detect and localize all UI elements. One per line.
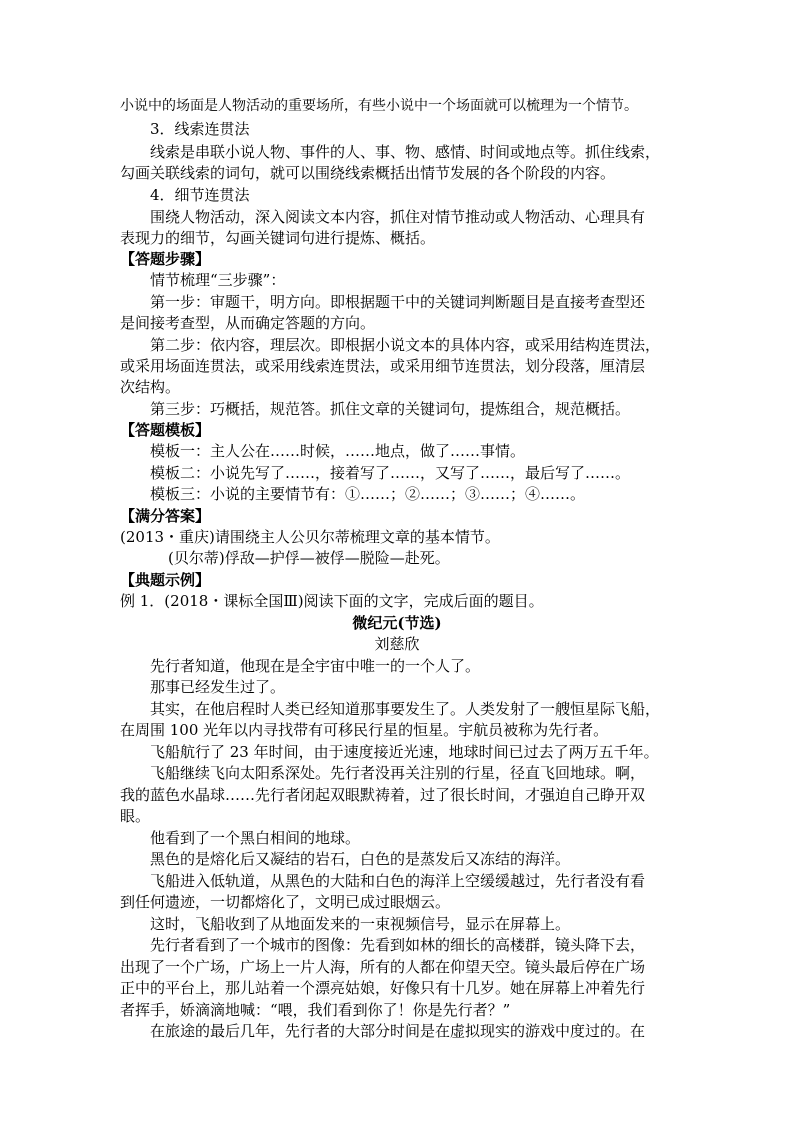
section-heading: 【典题示例】 (120, 571, 211, 589)
story-line: 正中的平台上，那儿站着一个漂亮姑娘，好像只有十几岁。她在屏幕上冲着先行 (120, 979, 646, 997)
story-line: 先行者看到了一个城市的图像：先看到如林的细长的高楼群，镜头降下去， (150, 936, 646, 954)
paragraph-line: 线索是串联小说人物、事件的人、事、物、感情、时间或地点等。抓住线索， (150, 143, 661, 161)
example-intro: 例 1．(2018・课标全国Ⅲ)阅读下面的文字，完成后面的题目。 (120, 592, 544, 610)
story-line: 先行者知道，他现在是全宇宙中唯一的一个人了。 (150, 657, 481, 675)
paragraph-line: 表现力的细节，勾画关键词句进行提炼、概括。 (120, 229, 436, 247)
section-heading: 【答题模板】 (120, 421, 211, 439)
story-line: 黑色的是熔化后又凝结的岩石，白色的是蒸发后又冻结的海洋。 (150, 850, 571, 868)
story-line: 在旅途的最后几年，先行者的大部分时间是在虚拟现实的游戏中度过的。在 (150, 1022, 646, 1040)
paragraph-line: (2013・重庆)请围绕主人公贝尔蒂梳理文章的基本情节。 (120, 528, 500, 546)
paragraph-line: 第二步：依内容，理层次。即根据小说文本的具体内容，或采用结构连贯法， (150, 336, 661, 354)
paragraph-line: 小说中的场面是人物活动的重要场所，有些小说中一个场面就可以梳理为一个情节。 (120, 98, 638, 114)
paragraph-line: 或采用场面连贯法，或采用线索连贯法，或采用细节连贯法，划分段落，厘清层 (120, 357, 646, 375)
section-heading: 3．线索连贯法 (150, 120, 250, 138)
answer-line: (贝尔蒂)俘敌—护俘—被俘—脱险—赴死。 (168, 549, 450, 567)
story-line: 那事已经发生过了。 (150, 678, 286, 696)
story-line: 这时，飞船收到了从地面发来的一束视频信号，显示在屏幕上。 (150, 915, 571, 933)
story-line: 到任何遗迹，一切都熔化了，文明已成过眼烟云。 (120, 893, 451, 911)
story-line: 他看到了一个黑白相间的地球。 (150, 829, 361, 847)
paragraph-line: 勾画关联线索的词句，就可以围绕线索概括出情节发展的各个阶段的内容。 (120, 164, 616, 182)
story-line: 飞船继续飞向太阳系深处。先行者没再关注别的行星，径直飞回地球。啊， (150, 764, 646, 782)
section-heading: 【答题步骤】 (120, 250, 211, 268)
story-line: 飞船航行了 23 年时间，由于速度接近光速，地球时间已过去了两万五千年。 (150, 743, 659, 761)
story-line: 其实，在他启程时人类已经知道那事要发生了。人类发射了一艘恒星际飞船， (150, 700, 661, 718)
paragraph-line: 次结构。 (120, 378, 181, 396)
section-heading: 4．细节连贯法 (150, 186, 250, 204)
story-line: 我的蓝色水晶球……先行者闭起双眼默祷着，过了很长时间，才强迫自己睁开双 (120, 786, 646, 804)
paragraph-line: 第一步：审题干，明方向。即根据题干中的关键词判断题目是直接考查型还 (150, 293, 646, 311)
paragraph-line: 是间接考查型，从而确定答题的方向。 (120, 314, 376, 332)
paragraph-line: 第三步：巧概括，规范答。抓住文章的关键词句，提炼组合，规范概括。 (150, 400, 631, 418)
story-title: 微纪元(节选) (352, 614, 442, 632)
story-line: 出现了一个广场，广场上一片人海，所有的人都在仰望天空。镜头最后停在广场 (120, 958, 646, 976)
template-line: 模板二：小说先写了……，接着写了……，又写了……，最后写了……。 (150, 464, 631, 482)
story-line: 飞船进入低轨道，从黑色的大陆和白色的海洋上空缓缓越过，先行者没有看 (150, 872, 646, 890)
story-line: 眼。 (120, 807, 151, 825)
story-line: 在周围 100 光年以内寻找带有可移民行星的恒星。宇航员被称为先行者。 (120, 721, 609, 739)
paragraph-line: 围绕人物活动，深入阅读文本内容，抓住对情节推动或人物活动、心理具有 (150, 208, 646, 226)
section-heading: 【满分答案】 (120, 507, 211, 525)
story-author: 刘慈欣 (374, 635, 420, 653)
template-line: 模板一：主人公在……时候，……地点，做了……事情。 (150, 442, 526, 460)
story-line: 者挥手，娇滴滴地喊：“喂，我们看到你了！你是先行者？” (120, 1001, 511, 1019)
paragraph-line: 情节梳理“三步骤”： (150, 271, 286, 289)
template-line: 模板三：小说的主要情节有：①……；②……；③……；④……。 (150, 485, 586, 503)
